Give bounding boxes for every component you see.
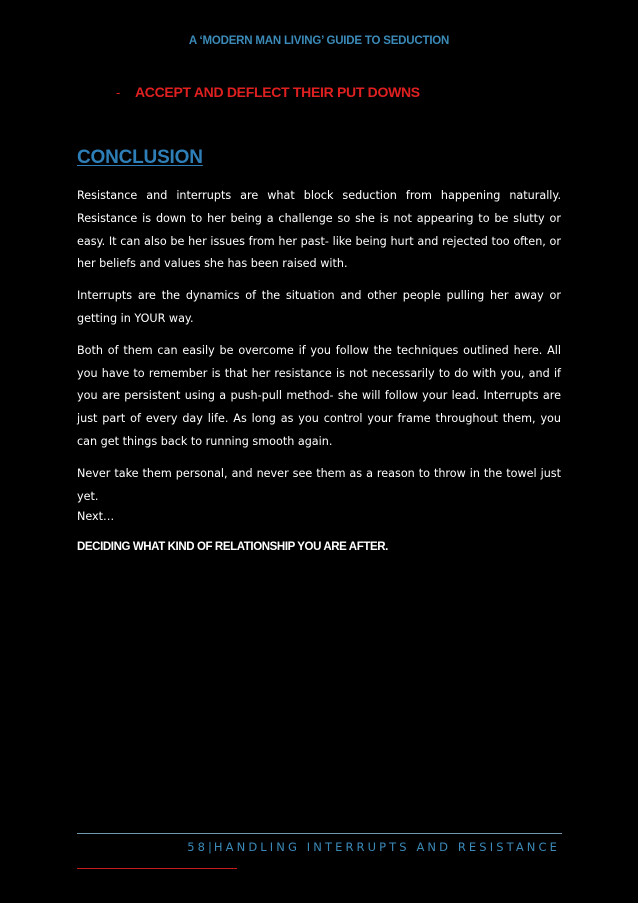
page-number: 58 [187,840,209,854]
page-footer [77,840,560,854]
bullet-marker: - [116,85,121,100]
paragraph: Resistance and interrupts are what block seduction from happening naturally. Resistance is down to her being a challenge so she is not appearing to be slutty or easy. It can also be her issues from her past- like being hurt and rejected too often, or her beliefs and values she has been raised with. [77,189,561,271]
paragraph: Never take them personal, and never see them as a reason to throw in the towel just yet. [77,466,561,503]
section-heading: CONCLUSION [77,147,203,168]
next-chapter-title: DECIDING WHAT KIND OF RELATIONSHIP YOU ARE AFTER. [77,541,388,553]
chapter-name: HANDLING INTERRUPTS AND RESISTANCE [213,840,560,854]
running-header: A ‘MODERN MAN LIVING’ GUIDE TO SEDUCTION [188,35,450,47]
next-label: Next… [77,510,115,523]
paragraph: Both of them can easily be overcome if you follow the techniques outlined here. All you have to remember is that her resistance is not necessarily to do with you, and if you are persistent using a push-pull method- she will follow your lead. Interrupts are just part of every day life. As long as you control your frame throughout them, you can get things back to running smooth again. [77,343,561,448]
footer-separator: | [208,840,214,854]
paragraph: Interrupts are the dynamics of the situation and other people pulling her away or getting in YOUR way. [77,289,561,325]
footer-accent-line [77,868,237,869]
bullet-item [116,84,420,100]
body-text [77,185,561,517]
footer-divider [77,833,562,834]
bullet-text: ACCEPT AND DEFLECT THEIR PUT DOWNS [135,84,420,100]
